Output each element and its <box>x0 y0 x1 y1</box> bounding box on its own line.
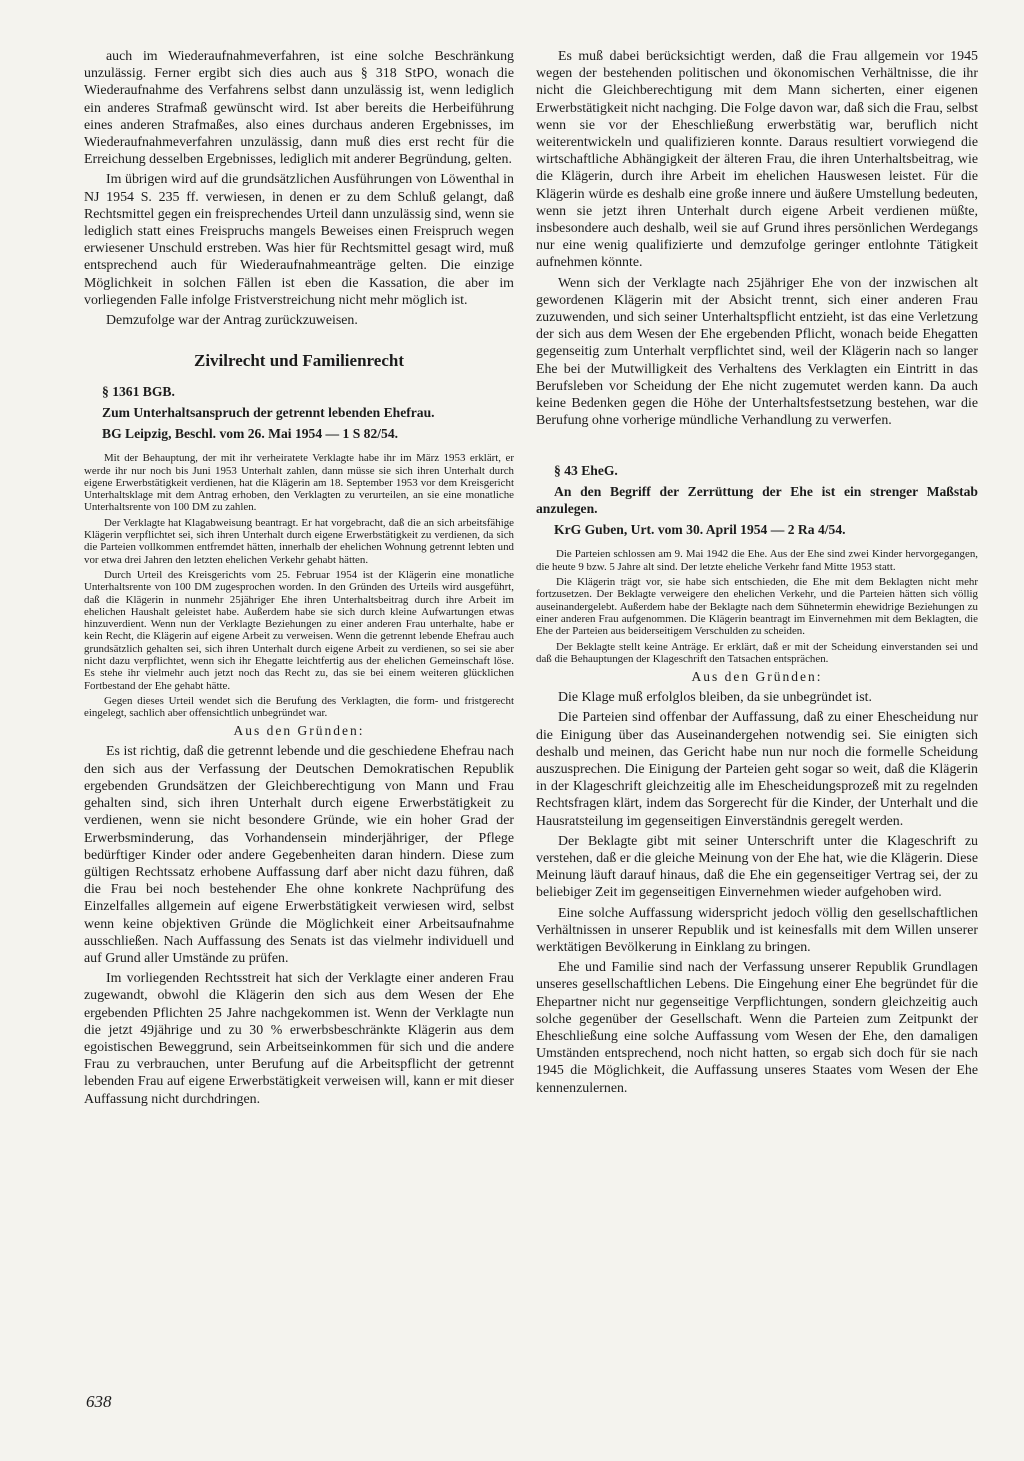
court-decision: KrG Guben, Urt. vom 30. April 1954 — 2 Ra 4/54. <box>554 522 846 538</box>
law-reference: § 1361 BGB. <box>102 384 175 400</box>
headnote: Zum Unterhaltsanspruch der getrennt lebenden Ehefrau. <box>102 405 435 421</box>
section-title: Zivilrecht und Familienrecht <box>194 351 404 371</box>
paragraph: Es muß dabei berücksichtigt werden, daß die Frau allgemein vor 1945 wegen der bestehenden politischen und ökonomischen Verhältnisse, die ihr nicht die Gleichberechtigung mit dem Mann sicherten, einer eigenen Erwerbstätigkeit nicht nachging. Die Folge davon war, daß sich die Frau, selbst wenn sie vor der Eheschließung erwerbstätig war, beruflich nicht weiterentwickeln und qualifizieren konnte. Daraus resultiert vorwiegend die wirtschaftliche Abhängigkeit der älteren Frau, die ihren Unterhaltsbeitrag, wie die Klägerin, durch ihre Arbeit im ehelichen Hauswesen leistet. Für die Klägerin würde es deshalb eine große innere und äußere Umstellung bedeuten, wenn sie jetzt ihren Unterhalt durch eigene Arbeit verdienen müßte, insbesondere auch deshalb, weil sie auf Grund ihres persönlichen Werdegangs nur eine wenig qualifizierte und demzufolge geringer entlohnte Tätigkeit aufnehmen könnte. <box>536 49 978 271</box>
facts-paragraph: Der Beklagte stellt keine Anträge. Er erklärt, daß er mit der Scheidung einverstanden sei und daß die Behauptungen der Klageschrift den Tatsachen entsprächen. <box>536 640 978 665</box>
paragraph: Eine solche Auffassung widerspricht jedoch völlig den gesellschaftlichen Verhältnissen in unserer Republik und ist keinesfalls mit dem Willen unserer werktätigen Bevölkerung in Einklang zu bringen. <box>536 905 978 955</box>
paragraph: Demzufolge war der Antrag zurückzuweisen. <box>106 313 358 329</box>
paragraph: Der Beklagte gibt mit seiner Unterschrift unter die Klageschrift zu verstehen, daß er die gleiche Meinung von der Ehe hat, wie die Klägerin. Diese Meinung läuft darauf hinaus, daß die Ehe ein gegenseitiger Vertrag sei, der zu beliebiger Zeit im gegenseitigen Einvernehmen wieder aufgehoben wird. <box>536 833 978 901</box>
paragraph: Im übrigen wird auf die grundsätzlichen Ausführungen von Löwenthal in NJ 1954 S. 235 ff. verwiesen, in denen er zu dem Schluß gelangt, daß Rechtsmittel gegen ein freisprechendes Urteil dann unzulässig sind, wenn sie lediglich statt eines Freispruchs mangels Beweises einen Freispruch wegen erwiesener Unschuld erstreben. Was hier für Rechtsmittel gesagt wird, muß entsprechend auch für Wiederaufnahmeanträge gelten. Die einzige Möglichkeit in solchen Fällen ist eben die Kassation, die aber im vorliegenden Falle infolge Fristverstreichung nicht mehr möglich ist. <box>84 172 514 308</box>
facts-paragraph: Gegen dieses Urteil wendet sich die Berufung des Verklagten, die form- und fristgerecht eingelegt, sachlich aber offensichtlich unbegründet war. <box>84 694 514 720</box>
paragraph: Die Parteien sind offenbar der Auffassung, daß zu einer Ehescheidung nur die Einigung über das Auseinandergehen notwendig sei. Sie einigten sich deshalb und meinen, das Gericht habe nun nur noch die formelle Scheidung auszusprechen. Die Einigung der Parteien geht sogar so weit, daß die Klägerin in der Klageschrift gleichzeitig alle im Ehescheidungsprozeß mit zu regelnden Rechtsfragen klärt, indem das Sorgerecht für die Kinder, der Unterhalt und die Hausratsteilung im gegenseitigen Einverständnis geregelt werden. <box>536 710 978 829</box>
paragraph: Es ist richtig, daß die getrennt lebende und die geschiedene Ehefrau nach den sich aus der Verfassung der Deutschen Demokratischen Republik ergebenden Grundsätzen der Gleichberechtigung von Mann und Frau gehalten sind, sich ihren Unterhalt durch eigene Erwerbstätigkeit zu verdienen, wenn sie nicht besondere Gründe, wie ein hoher Grad der Erwerbsminderung, das Vorhandensein minderjähriger, der Pflege bedürftiger Kinder oder andere Gegebenheiten daran hindern. Diese zum gültigen Rechtssatz erhobene Auffassung darf aber nicht dazu führen, daß die Frau bei noch bestehender Ehe ohne konkrete Nachprüfung des Einzelfalles allgemein auf eigene Erwerbstätigkeit verwiesen wird, selbst wenn keine objektiven Gründe die Möglichkeit einer Arbeitsaufnahme ausschließen. Nach Auffassung des Senats ist das vielmehr individuell und auf Grund aller Umstände zu prüfen. <box>84 744 514 966</box>
right-column <box>536 48 978 1100</box>
spacer <box>536 432 978 454</box>
paragraph: Im vorliegenden Rechtsstreit hat sich der Verklagte einer anderen Frau zugewandt, obwohl die Klägerin den sich aus dem Wesen der Ehe ergebenden Pflichten 25 Jahre nachgekommen ist. Wenn der Verklagte nun die jetzt 49jährige und zu 30 % erwerbsbeschränkte Klägerin aus dem egoistischen Beweggrund, sein Arbeitseinkommen für sich und die andere Frau zu verbrauchen, unter Berufung auf die Arbeitspflicht der getrennt lebenden Frau auf eigene Erwerbstätigkeit verweisen will, kann er mit dieser Auffassung nicht durchdringen. <box>84 971 514 1107</box>
law-reference: § 43 EheG. <box>554 463 618 479</box>
court-decision: BG Leipzig, Beschl. vom 26. Mai 1954 — 1 S 82/54. <box>102 426 399 442</box>
paragraph: Ehe und Familie sind nach der Verfassung unserer Republik Grundlagen unseres gesellschaftlichen Lebens. Die Eingehung einer Ehe begründet für die Ehepartner nicht nur gegenseitige Verpflichtungen, sondern gleichzeitig auch solche gegenüber der Gesellschaft. Wenn die Parteien zum Zeitpunkt der Eheschließung eine solche Auffassung vom Wesen der Ehe, den damaligen Umständen entsprechend, noch nicht hatten, so ergab sich doch für sie nach 1945 die Möglichkeit, die Auffassung unseres Staates vom Wesen der Ehe kennenzulernen. <box>536 960 978 1096</box>
facts-paragraph: Mit der Behauptung, der mit ihr verheiratete Verklagte habe ihr im März 1953 erklärt, er werde ihr nur noch bis Juni 1953 Unterhalt zahlen, dann müsse sie sich ihren Unterhalt durch eigene Erwerbstätigkeit verdienen, hat die Klägerin am 18. September 1953 vor dem Kreisgericht Unterhaltsklage mit dem Antrag erhoben, den Verklagten zu verurteilen, an sie eine monatliche Unterhaltsrente von 100 DM zu zahlen. <box>84 452 514 514</box>
facts-paragraph: Die Klägerin trägt vor, sie habe sich entschieden, die Ehe mit dem Beklagten nicht mehr fortzusetzen. Der Beklagte verweigere den ehelichen Verkehr, und die Parteien hätten sich völlig auseinandergelebt. Außerdem habe der Beklagte nach dem Sühnetermin ehewidrige Beziehungen zu einer anderen Frau aufgenommen. Die Klägerin beantragt im Einvernehmen mit dem Beklagten, die Ehe der Parteien aus beiderseitigem Verschulden zu scheiden. <box>536 576 978 638</box>
left-column <box>84 48 514 1111</box>
page-number: 638 <box>86 1392 112 1411</box>
facts-paragraph: Durch Urteil des Kreisgerichts vom 25. Februar 1954 ist der Klägerin eine monatliche Unterhaltsrente von 100 DM zugesprochen worden. In den Gründen des Urteils wird ausgeführt, daß die Klägerin in nunmehr 25jähriger Ehe ihren Unterhaltsbeitrag durch ihre Arbeit im ehelichen Haushalt geleistet habe. Außerdem habe sie sich durch kleine Aufwartungen etwas hinzuverdient. Wenn nun der Verklagte Beziehungen zu einer anderen Frau unterhalte, habe er kein Recht, die Klägerin auf eigene Arbeit zu verweisen. Wenn die getrennt lebende Ehefrau auch grundsätzlich gehalten sei, sich ihren Unterhalt durch eigene Arbeit zu verdienen, so sei sie aber nicht dazu verpflichtet, wenn sich ihr Ehegatte leichtfertig aus der ehelichen Gemeinschaft löse. Es stehe ihr vielmehr auch jetzt noch das Recht zu, das sie bei einem weiteren glücklichen Fortbestand der Ehe gehabt hätte. <box>84 568 514 692</box>
facts-paragraph: Der Verklagte hat Klagabweisung beantragt. Er hat vorgebracht, daß die an sich arbeitsfähige Klägerin verpflichtet sei, sich ihren Unterhalt durch eigene Erwerbstätigkeit zu verdienen, da sich die Parteien vollkommen entfremdet hätten, innerhalb der ehelichen Wohnung getrennt lebten und vor etwa drei Jahren den letzten ehelichen Verkehr gehabt hätten. <box>84 516 514 566</box>
headnote: An den Begriff der Zerrüttung der Ehe ist ein strenger Maßstab anzulegen. <box>536 484 978 517</box>
paragraph: Wenn sich der Verklagte nach 25jähriger Ehe von der inzwischen alt gewordenen Klägerin mit der Absicht trennt, sich einer anderen Frau zuzuwenden, und sich seiner Unterhaltspflicht entzieht, ist das eine Verletzung der sich aus dem Wesen der Ehe ergebenden Pflicht, wonach beide Ehegatten gegenseitig zum Unterhalt verpflichtet sind, weil der Klägerin nach so langer Ehe bei der Mutwilligkeit des Verhaltens des Verklagten ein Eintritt in das Berufsleben vor Scheidung der Ehe nicht zugemutet werden kann. Da auch keine Bedenken gegen die Höhe der Unterhaltsfestsetzung bestehen, war die Berufung ohne vorherige mündliche Verhandlung zu verwerfen. <box>536 275 978 429</box>
facts-paragraph: Die Parteien schlossen am 9. Mai 1942 die Ehe. Aus der Ehe sind zwei Kinder hervorgegangen, die heute 9 bzw. 5 Jahre alt sind. Der letzte eheliche Verkehr fand Mitte 1953 statt. <box>536 548 978 573</box>
paragraph: auch im Wiederaufnahmeverfahren, ist eine solche Beschränkung unzulässig. Ferner ergibt sich dies auch aus § 318 StPO, wonach die Wiederaufnahme des Verfahrens selbst dann unzulässig ist, wenn lediglich ein anderes Strafmaß gewünscht wird. Ist aber bereits die Herbeiführung eines anderen Strafmaßes, also eines durchaus anderen Ergebnisses, im Wiederaufnahmeverfahren unzulässig, dann muß dies erst recht für die Erreichung desselben Ergebnisses, lediglich mit anderer Begründung, gelten. <box>84 49 514 168</box>
paragraph: Die Klage muß erfolglos bleiben, da sie unbegründet ist. <box>558 690 873 706</box>
grounds-heading: Aus den Gründen: <box>691 669 823 685</box>
grounds-heading: Aus den Gründen: <box>233 723 365 739</box>
